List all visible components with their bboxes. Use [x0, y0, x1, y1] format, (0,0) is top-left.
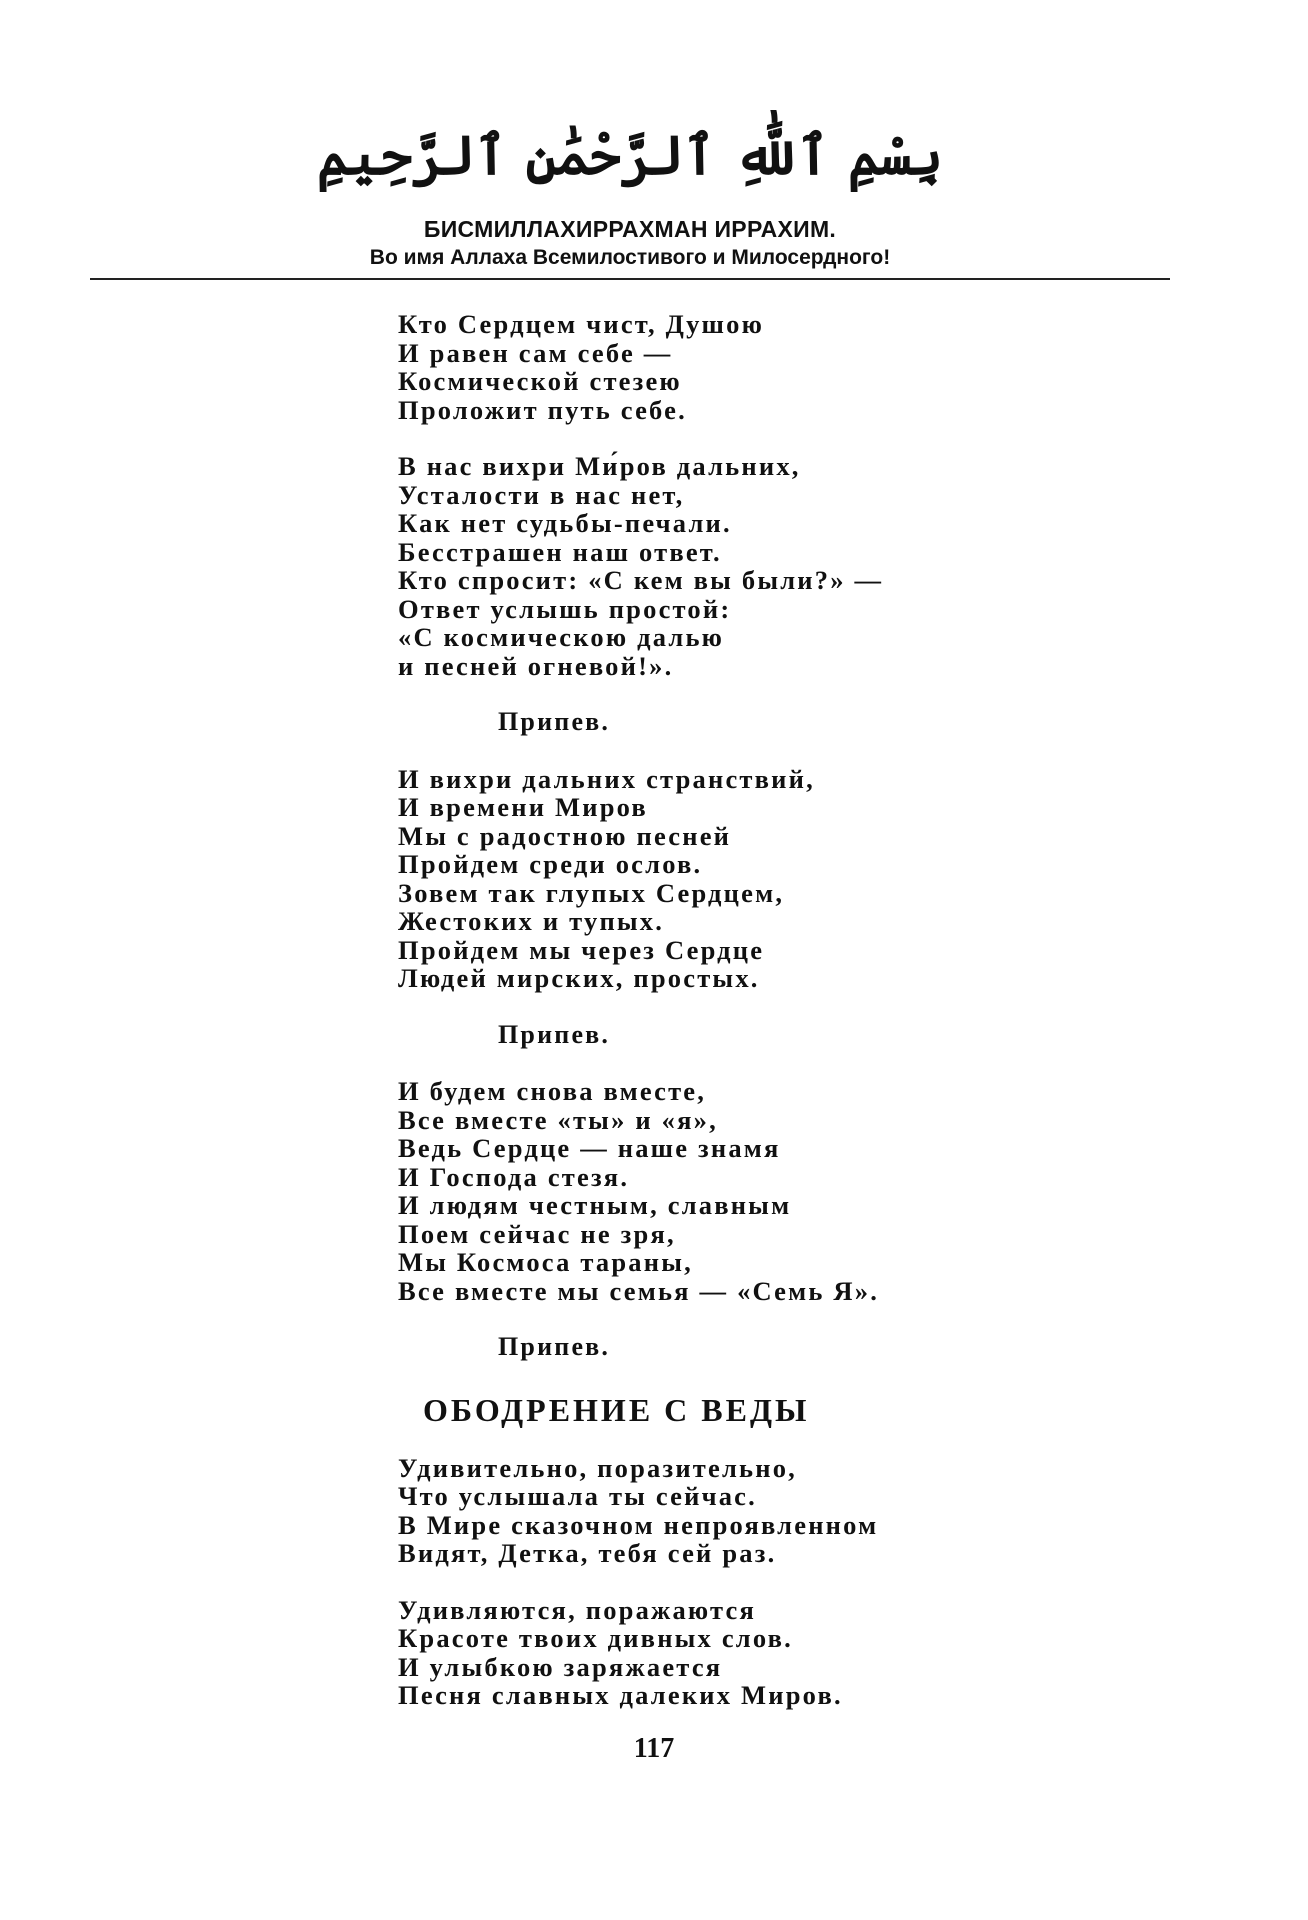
poem-line: И людям честным, славным: [398, 1190, 792, 1220]
poem-line: и песней огневой!».: [398, 650, 674, 681]
refrain-label: Припев.: [498, 707, 611, 736]
poem-line: Песня славных далеких Миров.: [398, 1680, 843, 1710]
poem-line: В нас вихри Ми́ров дальних,: [398, 451, 801, 481]
poem-line: Поем сейчас не зря,: [398, 1218, 676, 1249]
poem-line: Мы с радостною песней: [398, 820, 732, 851]
poem-line: Удивительно, поразительно,: [398, 1452, 798, 1483]
poem-line: «С космическою далью: [398, 622, 725, 652]
refrain-label: Припев.: [498, 1019, 611, 1049]
poem-line: Все вместе мы семья — «Семь Я».: [398, 1275, 880, 1306]
header-transliteration: БИСМИЛЛАХИРРАХМАН ИРРАХИМ.: [423, 216, 837, 242]
stanza-5: [398, 1454, 1198, 1568]
poem-line: Удивляются, поражаются: [398, 1594, 757, 1625]
poem-line: Проложит путь себе.: [398, 394, 687, 425]
poem-line: Жестоких и тупых.: [398, 906, 665, 936]
poem-line: Видят, Детка, тебя сей раз.: [398, 1538, 777, 1568]
stanza-3: [398, 765, 1198, 993]
poem-line: Ответ услышь простой:: [398, 593, 732, 624]
poem-line: И вихри дальних странствий,: [398, 763, 815, 794]
stanza-6: [398, 1596, 1198, 1710]
poem-line: Бесстрашен наш ответ.: [398, 536, 722, 567]
header-translation: Во имя Аллаха Всемилостивого и Милосердного!: [369, 246, 891, 269]
poem-line: Кто спросит: «С кем вы были?» —: [398, 565, 884, 595]
poem-line: Космической стезею: [398, 366, 682, 396]
poem-line: Все вместе «ты» и «я»,: [398, 1104, 718, 1135]
page-header: [90, 110, 1170, 272]
page-number: 117: [633, 1733, 675, 1764]
poem-line: Как нет судьбы-печали.: [398, 508, 732, 538]
stanza-4: [398, 1077, 1198, 1305]
poem-line: Мы Космоса тараны,: [398, 1247, 693, 1277]
poem-line: И Господа стезя.: [398, 1161, 630, 1192]
poem-line: Кто Сердцем чист, Душою: [398, 309, 765, 339]
poem-line: Пройдем среди ослов.: [398, 849, 703, 879]
poem-line: И будем снова вместе,: [398, 1076, 707, 1106]
section-title: ОБОДРЕНИЕ С ВЕДЫ: [423, 1391, 810, 1428]
poem-line: И равен сам себе —: [398, 337, 673, 368]
poem-line: В Мире сказочном непроявленном: [398, 1509, 879, 1540]
poem-line: Людей мирских, простых.: [398, 963, 760, 993]
poem-line: Усталости в нас нет,: [398, 479, 685, 510]
poem-line: И улыбкою заряжается: [398, 1651, 723, 1682]
stanza-1: [398, 310, 1198, 424]
poem-line: Зовем так глупых Сердцем,: [398, 877, 785, 908]
poem-line: И времени Миров: [398, 792, 648, 822]
poem-line: Красоте твоих дивных слов.: [398, 1623, 793, 1653]
header-divider: [90, 278, 1170, 280]
poem-line: Что услышала ты сейчас.: [398, 1481, 757, 1511]
poem-line: Ведь Сердце — наше знамя: [398, 1133, 781, 1163]
basmala-calligraphy: بِسْمِ ٱللَّٰهِ ٱلرَّحْمَٰنِ ٱلرَّحِيمِ: [317, 123, 943, 187]
poem-line: Пройдем мы через Сердце: [398, 934, 765, 965]
poem-body: [398, 310, 1198, 1738]
stanza-2: [398, 452, 1198, 680]
refrain-label: Припев.: [498, 1332, 611, 1361]
